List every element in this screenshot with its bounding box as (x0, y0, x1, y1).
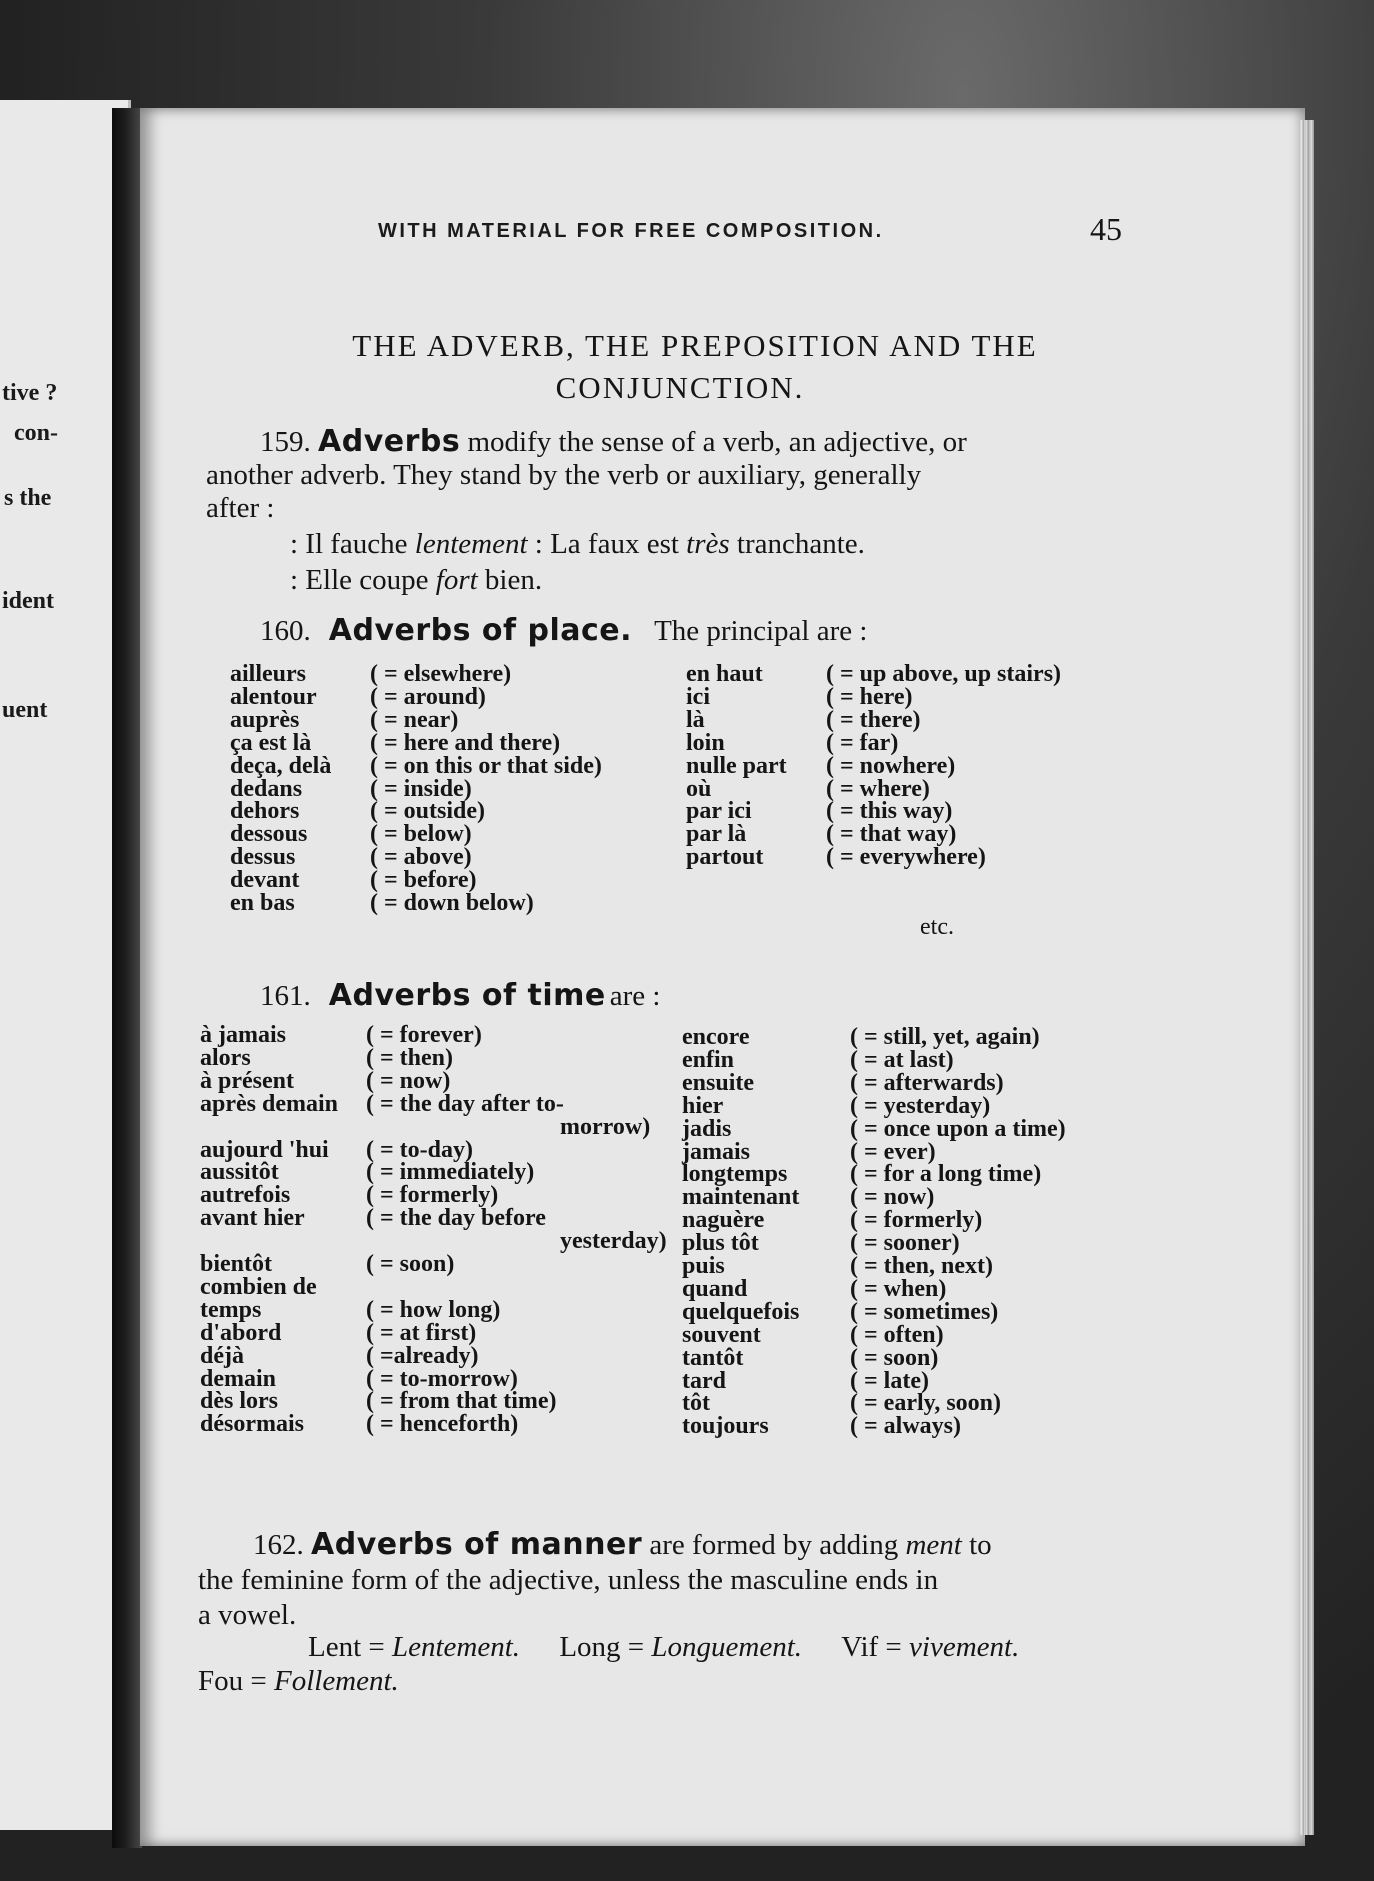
adverb-word: à jamais (200, 1022, 286, 1048)
adverb-word: aujourd 'hui (200, 1136, 329, 1163)
chapter-title-line2: CONJUNCTION. (555, 370, 805, 405)
s159-line1 (260, 425, 967, 459)
adverb-word: loin (686, 729, 725, 756)
s159-example2 (290, 564, 542, 597)
s159-text-line3: after : (206, 492, 275, 524)
adverb-word: aussitôt (200, 1159, 279, 1186)
s160-etc: etc. (920, 914, 954, 940)
adverb-meaning: ( = once upon a time) (850, 1115, 1066, 1142)
adverb-word: dessus (230, 844, 296, 871)
example-follement: Follement. (273, 1665, 399, 1697)
adverb-word: autrefois (200, 1182, 291, 1209)
adverb-meaning: ( = soon) (366, 1251, 455, 1277)
adverb-meaning: ( = before) (370, 867, 477, 894)
adverb-meaning: ( = above) (370, 844, 472, 871)
adverb-word: demain (200, 1365, 277, 1392)
s161-intro: are : (609, 980, 661, 1012)
adverb-word: jadis (682, 1115, 732, 1142)
adverb-word: tôt (682, 1390, 710, 1417)
adverb-meaning: ( = this way) (826, 798, 953, 825)
adverb-meaning: ( = when) (850, 1275, 947, 1302)
s162-text-b: to (961, 1529, 992, 1561)
adverb-word: désormais (200, 1411, 304, 1438)
adverb-word: nulle part (686, 752, 787, 779)
adverb-meaning: ( = nowhere) (826, 752, 956, 779)
adverb-meaning: ( = now) (366, 1067, 451, 1094)
book-spine (112, 108, 142, 1848)
adverb-meaning: ( = here and there) (370, 729, 561, 756)
adverb-word: combien de (200, 1273, 317, 1300)
adverb-meaning: ( = outside) (370, 798, 486, 825)
example-vivement: vivement. (909, 1631, 1020, 1663)
adverb-word: en haut (686, 661, 763, 687)
adverb-meaning: ( =already) (366, 1342, 479, 1369)
adverb-meaning: ( = for a long time) (850, 1161, 1042, 1188)
adverb-word: par là (686, 821, 747, 848)
adverb-meaning: ( = everywhere) (826, 844, 986, 871)
example1-post: tranchante. (729, 528, 865, 560)
adverb-meaning: ( = elsewhere) (370, 661, 512, 687)
adverb-word: après demain (200, 1090, 338, 1117)
adverb-word: déjà (200, 1342, 244, 1369)
s160-heading-line (260, 613, 867, 648)
adverb-meaning: ( = from that time) (366, 1388, 557, 1415)
adverb-word: dehors (230, 798, 300, 825)
s162-text-a: are formed by adding (649, 1529, 906, 1561)
adverb-word: dessous (230, 821, 308, 848)
adverb-meaning: ( = where) (826, 775, 930, 802)
adverb-meaning: ( = that way) (826, 821, 957, 848)
adverb-meaning: yesterday) (560, 1228, 667, 1255)
adverb-word: quelquefois (682, 1298, 800, 1325)
adverb-word: où (686, 775, 712, 802)
adverb-meaning: ( = the day before (366, 1205, 546, 1232)
adverb-meaning: ( = to-day) (366, 1136, 473, 1163)
adverb-word: longtemps (682, 1161, 788, 1188)
s162-number: 162. (253, 1529, 304, 1561)
left-fragment-5: uent (2, 697, 48, 723)
adverb-meaning: ( = down below) (370, 890, 534, 916)
left-fragment-1: tive ? (2, 380, 58, 406)
adverb-meaning: ( = soon) (850, 1344, 939, 1371)
s160-intro: The principal are : (654, 615, 868, 647)
adverb-meaning: ( = yesterday) (850, 1092, 991, 1119)
adverb-meaning: ( = sooner) (850, 1230, 960, 1257)
adverb-meaning: ( = to-morrow) (366, 1365, 518, 1392)
adverb-word: jamais (682, 1138, 750, 1165)
adverb-word: souvent (682, 1321, 761, 1348)
adverb-word: par ici (686, 798, 752, 825)
adverb-meaning: ( = afterwards) (850, 1069, 1004, 1096)
example1-mid: : La faux est (527, 528, 687, 560)
adverb-word: avant hier (200, 1205, 305, 1232)
adverb-meaning: ( = still, yet, again) (850, 1024, 1040, 1050)
page-number: 45 (1090, 211, 1122, 247)
adverb-word: dedans (230, 775, 303, 802)
s159-text-line1: modify the sense of a verb, an adjective, or (467, 426, 967, 458)
adverb-meaning: ( = often) (850, 1321, 944, 1348)
s160-number: 160. (260, 615, 311, 647)
adverb-word: à présent (200, 1067, 294, 1094)
adverb-meaning: ( = then, next) (850, 1253, 993, 1279)
adverb-meaning: ( = forever) (366, 1022, 482, 1048)
adverb-meaning: ( = at last) (850, 1046, 954, 1073)
example1-italic2: très (686, 528, 730, 560)
adverb-word: partout (686, 844, 764, 871)
adverb-word: là (686, 706, 705, 733)
adverb-word: encore (682, 1024, 750, 1050)
left-fragment-2: con- (14, 420, 58, 446)
example2-italic: fort (435, 564, 478, 596)
adverb-meaning: ( = then) (366, 1044, 453, 1071)
page-edges (1300, 120, 1314, 1835)
adverb-meaning: ( = immediately) (366, 1159, 535, 1186)
adverb-word: ensuite (682, 1069, 754, 1096)
running-head: WITH MATERIAL FOR FREE COMPOSITION. (378, 220, 884, 242)
example-lentement: Lentement. (392, 1631, 521, 1663)
adverb-meaning: ( = sometimes) (850, 1298, 999, 1325)
adverb-word: deça, delà (230, 752, 332, 779)
adverb-meaning: ( = late) (850, 1367, 929, 1394)
s162-text-line3: a vowel. (198, 1599, 297, 1631)
adverb-word: ça est là (230, 729, 312, 756)
left-fragment-3: s the (4, 485, 52, 511)
adverb-word: tard (682, 1367, 726, 1394)
s159-text-line2: another adverb. They stand by the verb or auxiliary, generally (206, 459, 922, 491)
s160-heading: Adverbs of place. (328, 613, 633, 648)
adverb-meaning: ( = at first) (366, 1319, 477, 1346)
example-long: Long = (559, 1631, 652, 1663)
adverb-word: puis (682, 1253, 725, 1279)
example1-italic1: lentement (414, 528, 528, 560)
adverb-meaning: ( = now) (850, 1184, 935, 1211)
adverb-word: ici (686, 683, 710, 710)
adverb-meaning: ( = the day after to- (366, 1090, 564, 1117)
adverb-word: quand (682, 1275, 748, 1302)
adverb-meaning: ( = formerly) (850, 1207, 983, 1234)
adverb-word: bientôt (200, 1251, 272, 1277)
adverb-word: d'abord (200, 1319, 282, 1346)
example-vif: Vif = (841, 1631, 910, 1663)
s161-number: 161. (260, 980, 311, 1012)
adverb-word: alentour (230, 683, 317, 710)
adverb-meaning: ( = up above, up stairs) (826, 661, 1062, 687)
adverb-word: tantôt (682, 1344, 744, 1371)
adverb-word: hier (682, 1092, 724, 1119)
example-longuement: Longuement. (651, 1631, 803, 1663)
s162-text-italic: ment (905, 1529, 962, 1561)
s159-example1 (290, 528, 865, 561)
adverb-word: auprès (230, 706, 300, 733)
adverb-meaning: ( = there) (826, 706, 921, 733)
adverb-meaning: ( = on this or that side) (370, 752, 602, 779)
s161-heading-line (260, 978, 660, 1013)
adverb-meaning: ( = formerly) (366, 1182, 499, 1209)
adverb-meaning: ( = near) (370, 706, 459, 733)
adverb-word: maintenant (682, 1184, 800, 1211)
adverb-word: toujours (682, 1413, 769, 1440)
s162-line1 (253, 1528, 992, 1562)
adverb-meaning: ( = below) (370, 821, 472, 848)
example1-pre: : Il fauche (290, 528, 415, 560)
left-fragment-4: ident (2, 588, 55, 614)
adverb-meaning: ( = early, soon) (850, 1390, 1001, 1417)
adverb-meaning: ( = here) (826, 683, 913, 710)
book-page (140, 108, 1305, 1846)
adverb-word: enfin (682, 1046, 735, 1073)
adverb-meaning: ( = ever) (850, 1138, 936, 1165)
s162-text-line2: the feminine form of the adjective, unless the masculine ends in (198, 1564, 939, 1596)
example2-post: bien. (477, 564, 543, 596)
adverb-meaning: ( = far) (826, 729, 899, 756)
example2-pre: : Elle coupe (290, 564, 436, 596)
s162-example-line2 (198, 1665, 399, 1698)
adverb-meaning: ( = always) (850, 1413, 961, 1440)
adverb-word: ailleurs (230, 661, 306, 687)
adverb-meaning: ( = how long) (366, 1296, 501, 1323)
s159-heading: Adverbs (318, 424, 461, 459)
adverb-word: alors (200, 1044, 251, 1071)
adverb-word: devant (230, 867, 300, 894)
adverb-meaning: ( = around) (370, 683, 486, 710)
adverb-word: dès lors (200, 1388, 278, 1415)
s162-example-line1 (308, 1631, 1019, 1664)
adverb-word: plus tôt (682, 1230, 759, 1257)
s161-heading: Adverbs of time (328, 978, 606, 1013)
adverb-word: temps (200, 1296, 262, 1323)
example-lent: Lent = (308, 1631, 392, 1663)
adverb-meaning: ( = inside) (370, 775, 472, 802)
adverb-meaning: morrow) (560, 1113, 651, 1140)
chapter-title-line1: THE ADVERB, THE PREPOSITION AND THE (352, 328, 1038, 363)
example-fou: Fou = (198, 1665, 274, 1697)
s162-heading: Adverbs of manner (311, 1527, 643, 1562)
adverb-word: en bas (230, 890, 295, 916)
adverb-word: naguère (682, 1207, 765, 1234)
s159-number: 159. (260, 426, 311, 458)
adverb-meaning: ( = henceforth) (366, 1411, 519, 1438)
